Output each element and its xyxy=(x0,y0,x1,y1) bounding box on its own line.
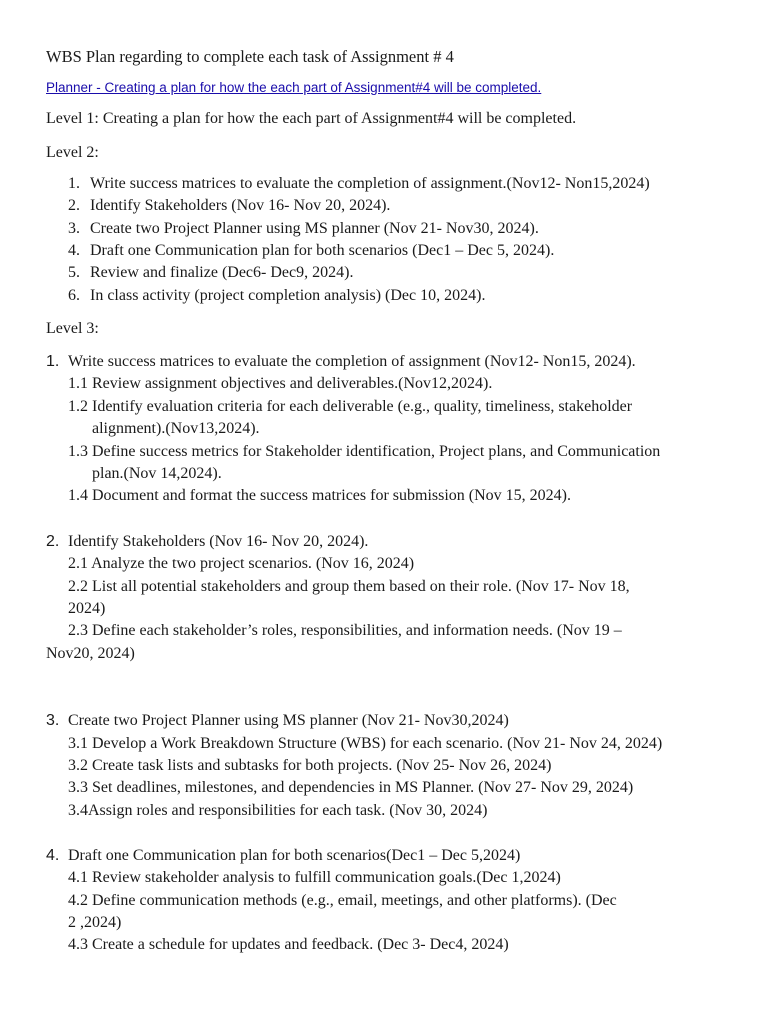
section-title: Create two Project Planner using MS planner (Nov 21- Nov30,2024) xyxy=(68,712,509,729)
list-item: Draft one Communication plan for both scenarios (Dec1 – Dec 5, 2024). xyxy=(90,242,555,259)
sub-item-continuation: 2 ,2024) xyxy=(68,914,122,931)
sub-item: 2.3 Define each stakeholder’s roles, responsibilities, and information needs. (Nov 19 – xyxy=(68,622,622,639)
sub-item: 4.1 Review stakeholder analysis to fulfill communication goals.(Dec 1,2024) xyxy=(68,869,561,886)
planner-link[interactable]: Planner - Creating a plan for how the each part of Assignment#4 will be completed. xyxy=(46,80,542,95)
sub-item: 4.2 Define communication methods (e.g., email, meetings, and other platforms). (Dec xyxy=(68,892,617,909)
list-item-number: 5. xyxy=(68,264,80,281)
sub-item-continuation: Nov20, 2024) xyxy=(46,645,135,662)
sub-item: Identify evaluation criteria for each deliverable (e.g., quality, timeliness, stakeholder xyxy=(92,398,633,415)
section-number: 2. xyxy=(46,533,60,550)
list-item: Identify Stakeholders (Nov 16- Nov 20, 2024). xyxy=(90,197,391,214)
sub-item-continuation: plan.(Nov 14,2024). xyxy=(92,465,222,482)
sub-item-continuation: alignment).(Nov13,2024). xyxy=(92,420,260,437)
list-item-number: 2. xyxy=(68,197,80,214)
list-item-number: 1. xyxy=(68,175,80,192)
sub-item: 3.4Assign roles and responsibilities for each task. (Nov 30, 2024) xyxy=(68,802,488,819)
level-1-text: Level 1: Creating a plan for how the each part of Assignment#4 will be completed. xyxy=(46,110,577,127)
section-title: Draft one Communication plan for both scenarios(Dec1 – Dec 5,2024) xyxy=(68,847,521,864)
document-title: WBS Plan regarding to complete each task of Assignment # 4 xyxy=(46,47,454,66)
sub-item: 4.3 Create a schedule for updates and feedback. (Dec 3- Dec4, 2024) xyxy=(68,936,509,953)
list-item-number: 6. xyxy=(68,287,80,304)
list-item: In class activity (project completion analysis) (Dec 10, 2024). xyxy=(90,287,486,304)
sub-item: 3.3 Set deadlines, milestones, and dependencies in MS Planner. (Nov 27- Nov 29, 2024) xyxy=(68,779,634,796)
level-2-heading: Level 2: xyxy=(46,144,99,161)
list-item: Create two Project Planner using MS planner (Nov 21- Nov30, 2024). xyxy=(90,220,539,237)
sub-item-continuation: 2024) xyxy=(68,600,106,617)
list-item: Review and finalize (Dec6- Dec9, 2024). xyxy=(90,264,354,281)
list-item-number: 3. xyxy=(68,220,80,237)
sub-item: Define success metrics for Stakeholder identification, Project plans, and Communication xyxy=(92,443,661,460)
section-number: 1. xyxy=(46,353,60,370)
list-item: Write success matrices to evaluate the completion of assignment.(Nov12- Non15,2024) xyxy=(90,175,650,192)
sub-item-number: 1.2 xyxy=(68,398,88,415)
sub-item: 2.2 List all potential stakeholders and group them based on their role. (Nov 17- Nov 18, xyxy=(68,578,630,595)
sub-item: 3.2 Create task lists and subtasks for both projects. (Nov 25- Nov 26, 2024) xyxy=(68,757,552,774)
level-3-heading: Level 3: xyxy=(46,320,99,337)
sub-item-number: 1.1 xyxy=(68,375,88,392)
section-number: 3. xyxy=(46,712,60,729)
sub-item: Review assignment objectives and deliverables.(Nov12,2024). xyxy=(92,375,493,392)
sub-item-number: 1.3 xyxy=(68,443,88,460)
list-item-number: 4. xyxy=(68,242,80,259)
sub-item: 2.1 Analyze the two project scenarios. (Nov 16, 2024) xyxy=(68,555,415,572)
sub-item: Document and format the success matrices for submission (Nov 15, 2024). xyxy=(92,487,572,504)
sub-item: 3.1 Develop a Work Breakdown Structure (WBS) for each scenario. (Nov 21- Nov 24, 2024) xyxy=(68,735,663,752)
section-title: Write success matrices to evaluate the completion of assignment (Nov12- Non15, 2024). xyxy=(68,353,636,370)
section-number: 4. xyxy=(46,847,60,864)
section-title: Identify Stakeholders (Nov 16- Nov 20, 2024). xyxy=(68,533,369,550)
sub-item-number: 1.4 xyxy=(68,487,88,504)
